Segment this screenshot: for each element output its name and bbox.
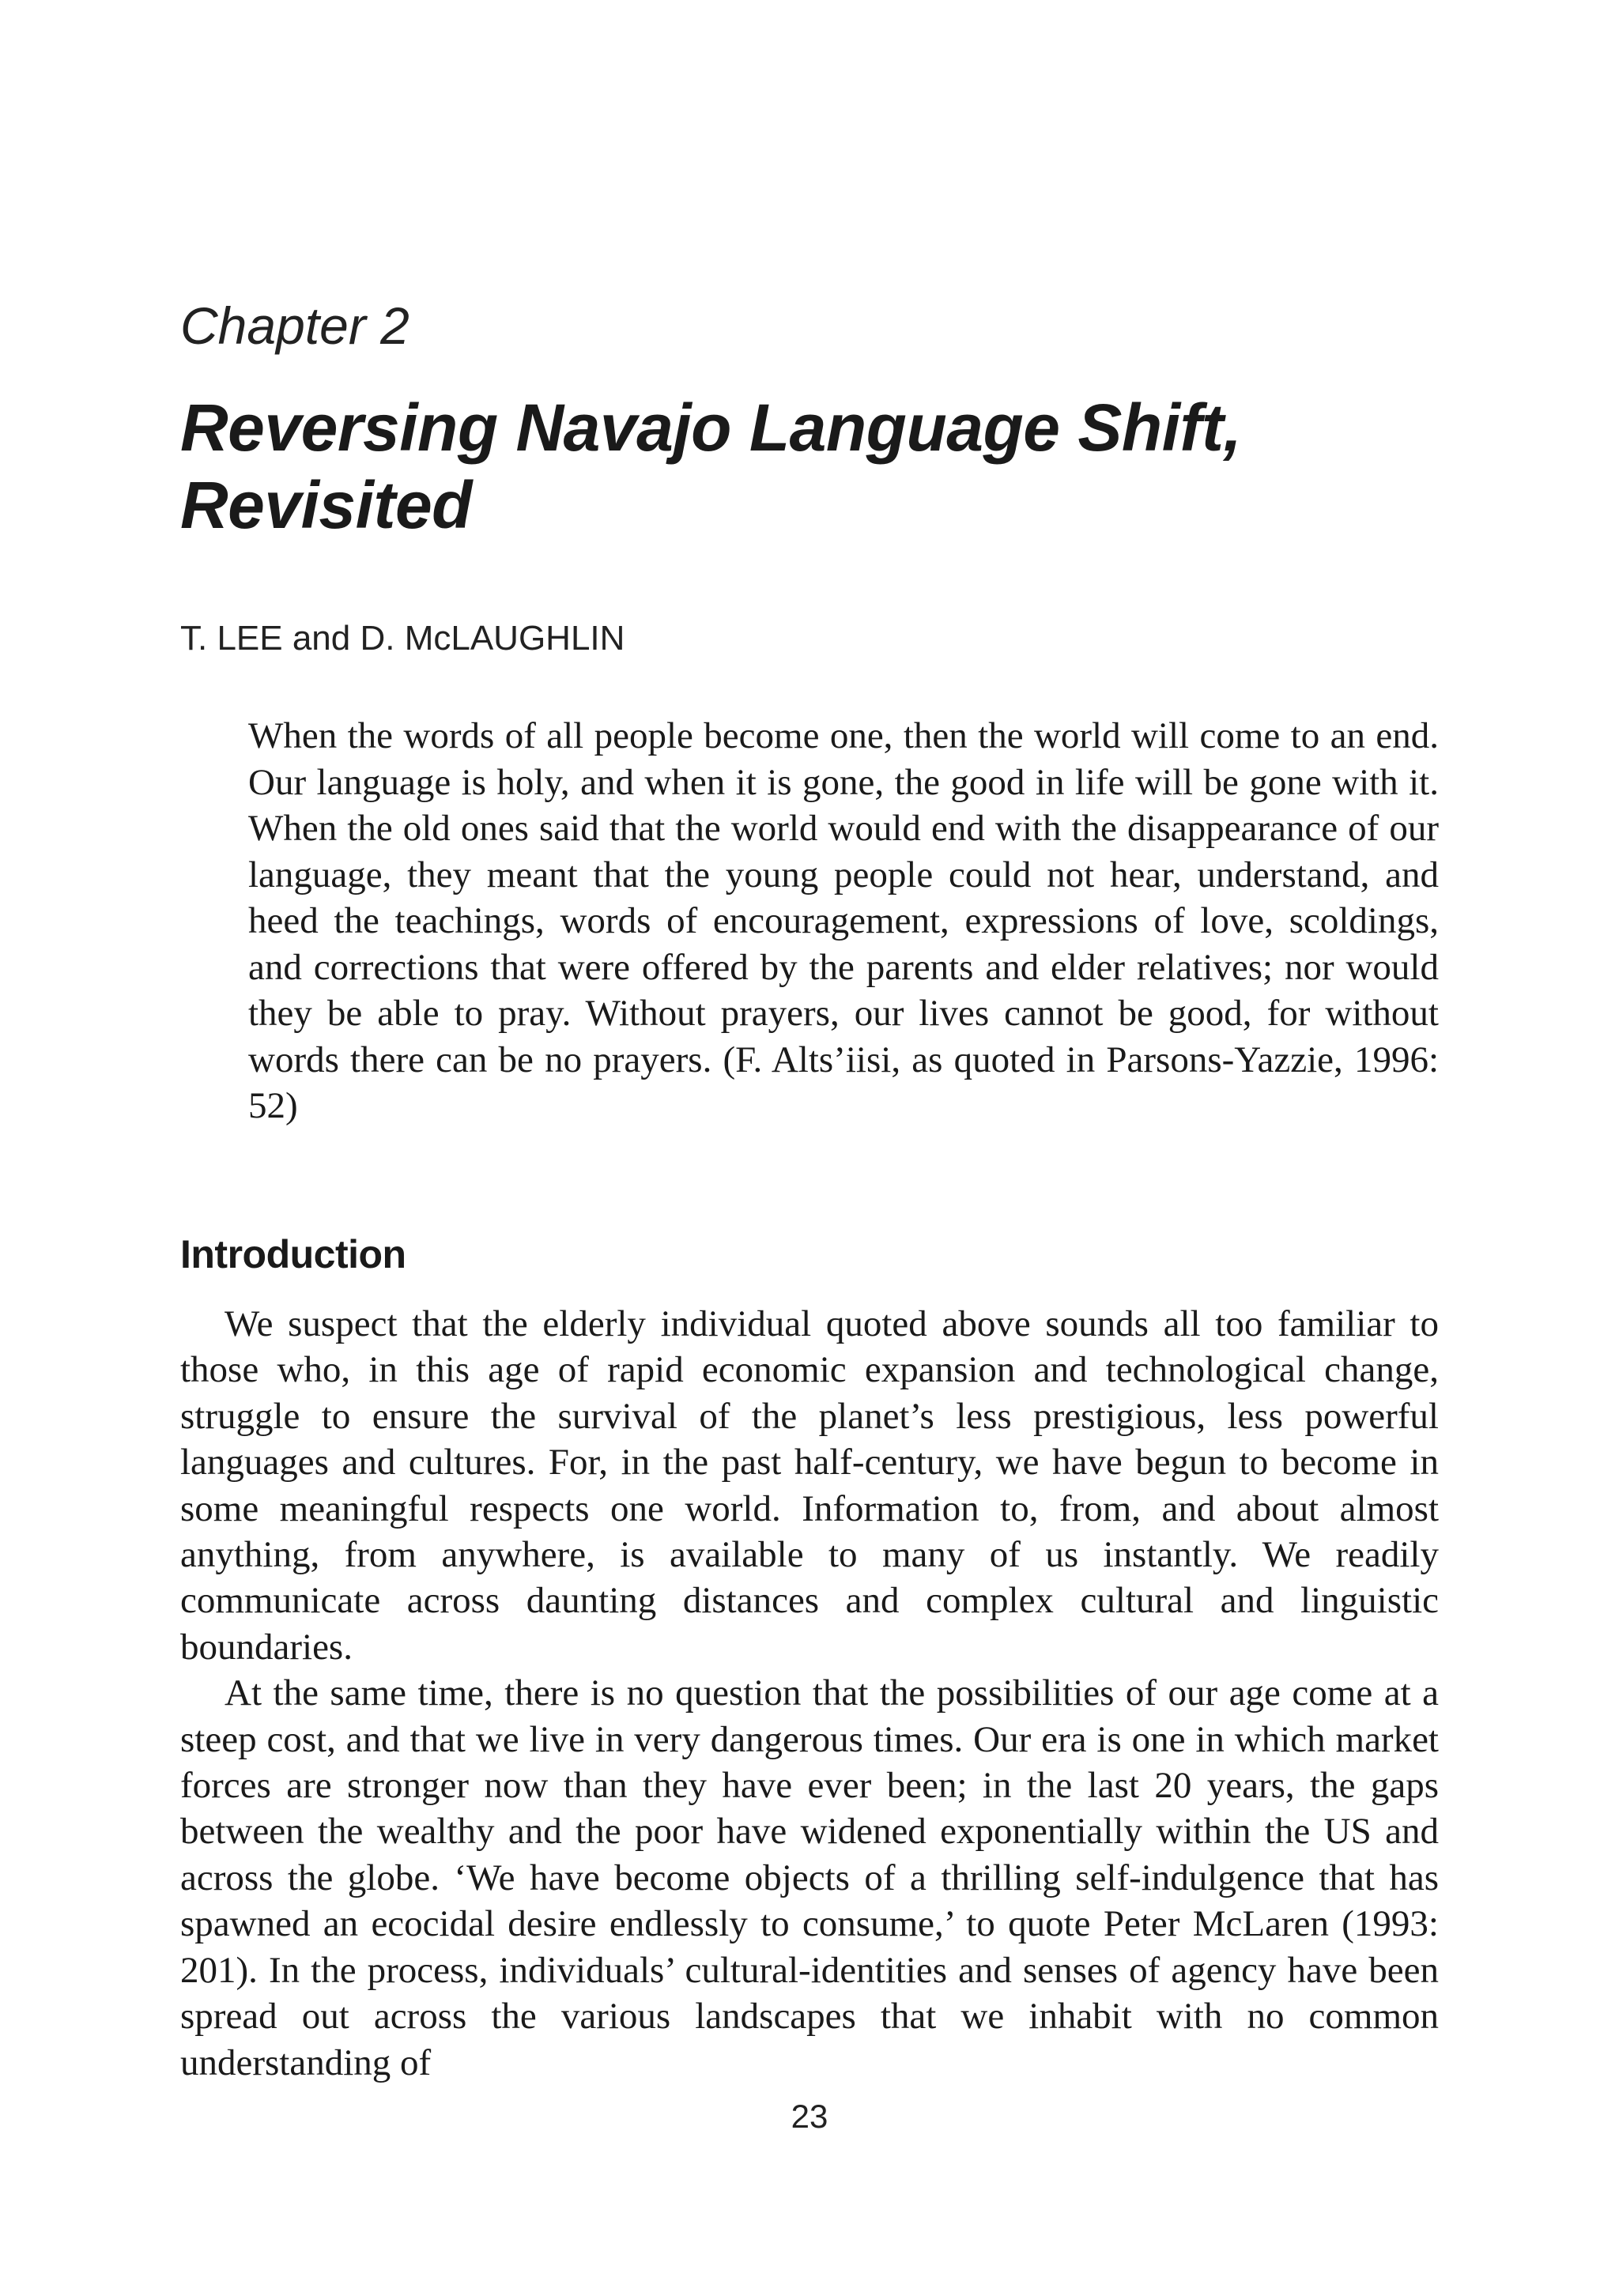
body-paragraph: At the same time, there is no question that the possibilities of our age come at a steep cost, and that we live in very dangerous times. Our era is one in which market forces are stronger now than they have ever been; in the last 20 years, the gaps between the wealthy and the poor have widened exponentially within the US and across the globe. ‘We have become objects of a thrilling self-indulgence that has spawned an ecocidal desire endlessly to consume,’ to quote Peter McLaren (1993: 201). In the process, individuals’ cultural-identities and senses of agency have been spread out across the various landscapes that we inhabit with no common understanding of [180, 1672, 1439, 2083]
epigraph-quote: When the words of all people become one, then the world will come to an end. Our language is holy, and when it is gone, the good in life will be gone with it. When the old ones said that the world would end with the disappearance of our language, they meant that the young people could not hear, understand, and heed the teachings, words of encouragement, expressions of love, scoldings, and corrections that were offered by the parents and elder relatives; nor would they be able to pray. Without prayers, our lives cannot be good, for without words there can be no prayers. (F. Alts’iisi, as quoted in Parsons-Yazzie, 1996: 52) [248, 715, 1439, 1126]
chapter-label: Chapter 2 [180, 296, 409, 355]
chapter-authors: T. LEE and D. McLAUGHLIN [180, 619, 625, 658]
chapter-title: Reversing Navajo Language Shift, Revisited [180, 390, 1242, 542]
body-text [180, 1301, 1439, 2086]
page-number: 23 [791, 2098, 828, 2135]
section-heading-introduction: Introduction [180, 1232, 406, 1276]
body-paragraph: We suspect that the elderly individual quoted above sounds all too familiar to those who, in this age of rapid economic expansion and technological change, struggle to ensure the survival of the planet’s less prestigious, less powerful languages and cultures. For, in the past half-century, we have begun to become in some meaningful respects one world. Information to, from, and about almost anything, from anywhere, is available to many of us instantly. We readily communicate across daunting distances and complex cultural and linguistic boundaries. [180, 1303, 1439, 1668]
